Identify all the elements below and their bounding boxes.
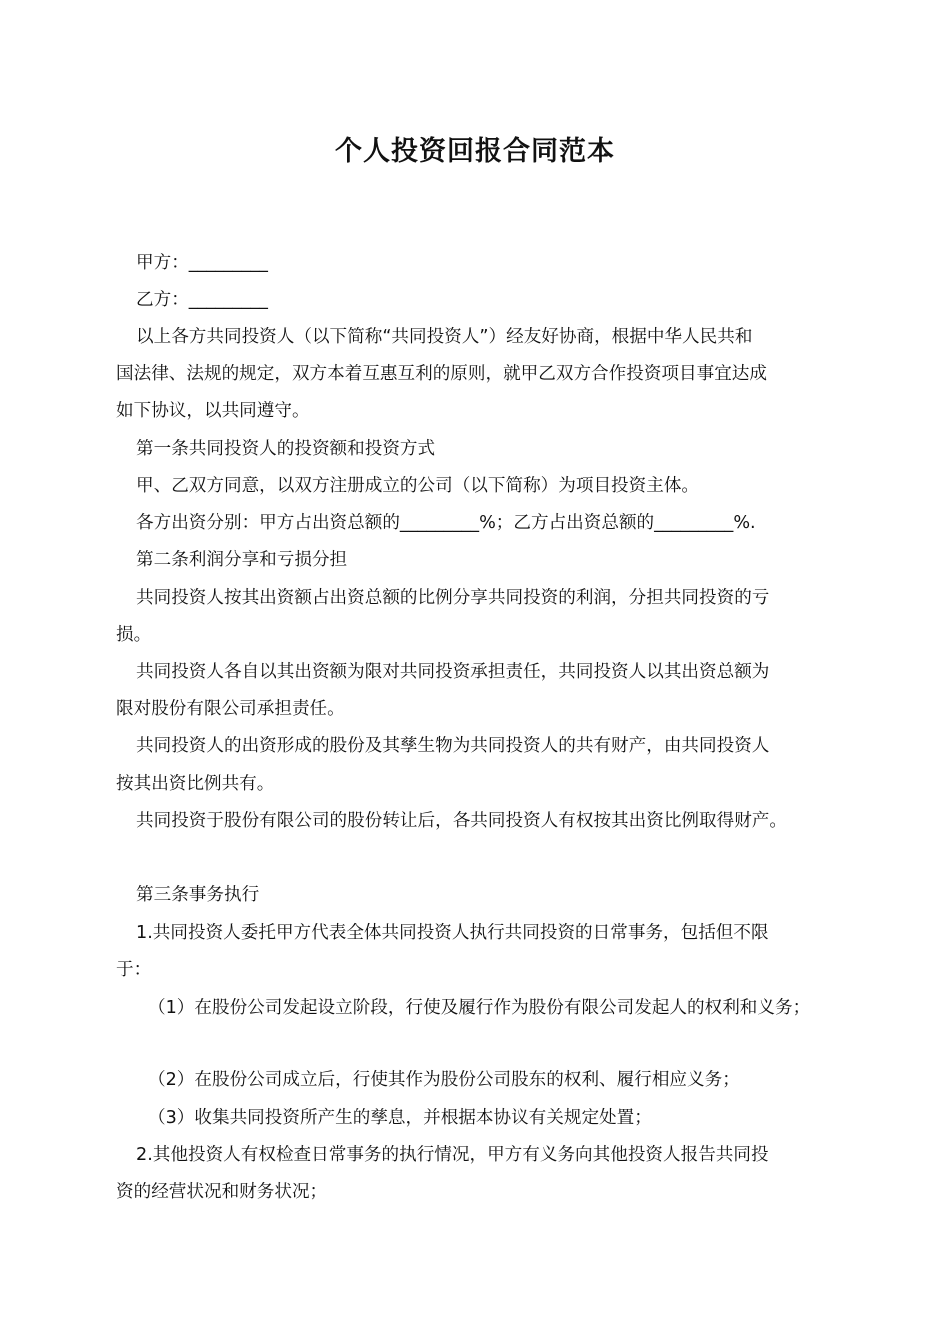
article-2-para-3-line-2: 按其出资比例共有。 <box>116 774 275 794</box>
preamble-line-3: 如下协议，以共同遵守。 <box>116 401 310 421</box>
article-1-line-2: 各方出资分别：甲方占出资总额的_________%；乙方占出资总额的_________%. <box>136 513 756 533</box>
document-title: 个人投资回报合同范本 <box>335 136 615 167</box>
article-2-para-2-line-1: 共同投资人各自以其出资额为限对共同投资承担责任，共同投资人以其出资总额为 <box>136 662 770 682</box>
article-3-subitem-2: （2）在股份公司成立后，行使其作为股份公司股东的权利、履行相应义务； <box>148 1070 740 1090</box>
article-2-para-1-line-1: 共同投资人按其出资额占出资总额的比例分享共同投资的利润，分担共同投资的亏 <box>136 588 770 608</box>
article-3-item-2-line-2: 资的经营状况和财务状况； <box>116 1182 328 1202</box>
preamble-line-1: 以上各方共同投资人（以下简称“共同投资人”）经友好协商，根据中华人民共和 <box>136 327 753 347</box>
article-3-item-1-line-2: 于： <box>116 960 152 980</box>
article-2-para-1-line-2: 损。 <box>116 625 152 645</box>
article-1-heading: 第一条共同投资人的投资额和投资方式 <box>136 439 436 459</box>
article-3-item-1-line-1: 1.共同投资人委托甲方代表全体共同投资人执行共同投资的日常事务，包括但不限 <box>136 923 769 943</box>
article-1-line-1: 甲、乙双方同意，以双方注册成立的公司（以下简称）为项目投资主体。 <box>136 476 700 496</box>
article-2-para-3-line-1: 共同投资人的出资形成的股份及其孳生物为共同投资人的共有财产，由共同投资人 <box>136 736 770 756</box>
article-3-item-2-line-1: 2.其他投资人有权检查日常事务的执行情况，甲方有义务向其他投资人报告共同投 <box>136 1145 769 1165</box>
article-2-para-2-line-2: 限对股份有限公司承担责任。 <box>116 699 345 719</box>
article-3-subitem-3: （3）收集共同投资所产生的孳息，并根据本协议有关规定处置； <box>148 1108 652 1128</box>
article-3-heading: 第三条事务执行 <box>136 885 260 905</box>
party-a-line: 甲方：_________ <box>136 253 268 273</box>
article-2-heading: 第二条利润分享和亏损分担 <box>136 550 348 570</box>
article-3-subitem-1: （1）在股份公司发起设立阶段，行使及履行作为股份有限公司发起人的权利和义务； <box>148 998 811 1018</box>
preamble-line-2: 国法律、法规的规定，双方本着互惠互利的原则，就甲乙双方合作投资项目事宜达成 <box>116 364 767 384</box>
party-b-line: 乙方：_________ <box>136 290 268 310</box>
article-2-para-4-line-1: 共同投资于股份有限公司的股份转让后，各共同投资人有权按其出资比例取得财产。 <box>136 811 787 831</box>
